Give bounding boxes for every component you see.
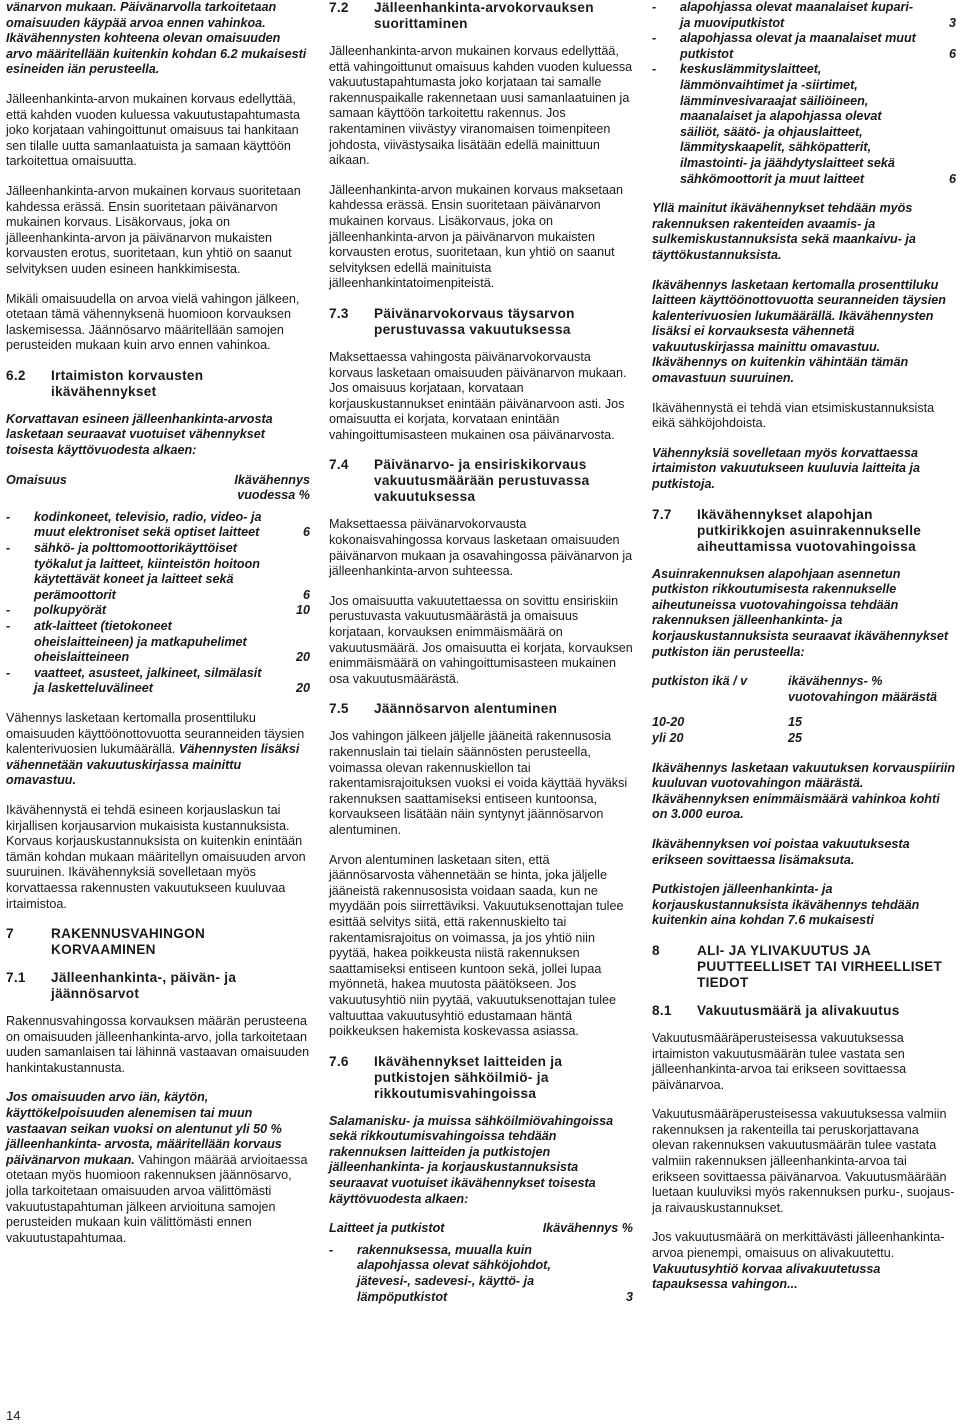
paragraph: Asuinrakennuksen alapohjaan asennetun putkiston rikkoutumisesta rakennukselle aiheutuneissa vuotovahingoissa tehdään rakennuksen jälleenhankinta- ja korjauskustannuksista seuraavat ikävähennykset putkiston iän perusteella: (652, 566, 949, 659)
section-title: Jälleenhankinta-, päivän- ja jäännösarvot (51, 970, 237, 1002)
column-left (6, 0, 310, 1260)
paragraph: Salamanisku- ja muissa sähköilmiövahingoissa sekä rikkoutumisvahingoissa tehdään rakennuksen laitteiden ja putkistojen jälleenhankinta- ja korjauskustannuksista seuraavat vuotuiset ikävähennykset toisesta käyttövuodesta alkaen: (329, 1113, 614, 1206)
table-header-percent: ikävähennys- % vuotovahingon määrästä (788, 674, 938, 704)
paragraph (6, 711, 310, 789)
paragraph: Jälleenhankinta-arvon mukainen korvaus edellyttää, että vahingoittunut omaisuus kahden vuoden kuluessa vakuutustapahtumasta joko korjataan tai samalle rakennuspaikalle rakennetaan uusi samanlaatuinen ja samaan käyttöön tarkoitettu rakennus. Jos rakentaminen viivästyy viranomaisen toimenpiteen johdosta, viivästysaika lisätään edellä mainittuun aikaan. (329, 44, 633, 168)
paragraph: Mikäli omaisuudella on arvoa vielä vahingon jälkeen, otetaan tämä vähennyksenä huomioon korvauksen laskemisessa. Jäännösarvo määritellään samojen perusteiden mukaan kuin arvo ennen vahinkoa. (6, 291, 300, 353)
table-header (652, 674, 956, 705)
table-row (6, 541, 310, 603)
paragraph: Jälleenhankinta-arvon mukainen korvaus edellyttää, että kahden vuoden kuluessa vakuutustapahtumasta joko korjataan vahingoittunut omaisuus tai hankitaan sen tilalle uutta samanlaatuista ja samaan käyttöön tarkoitettua omaisuutta. (6, 91, 301, 169)
table-header-left: Laitteet ja putkistot (329, 1221, 445, 1236)
section-number: 7.4 (329, 457, 349, 473)
paragraph: Ikävähennys lasketaan vakuutuksen korvauspiiriin kuuluvan vuotovahingon määrästä. Ikävähennyksen enimmäismäärä vahinkoa kohti on 3.000 euroa. (652, 760, 956, 822)
table-row (329, 1243, 633, 1305)
bullet: - (6, 509, 11, 524)
table-header (329, 1221, 633, 1237)
section-title: Vakuutusmäärä ja alivakuutus (697, 1002, 900, 1018)
paragraph: Arvon alentuminen lasketaan siten, että jäännösarvosta vähennetään se hinta, joka jäljelle jääneistä rakennusosista voidaan saada, kun ne myydään pois siirrettäviksi. Vakuutuksenottajan tulee esittää selvitys siitä, että rakennuskielto tai rakentamisrajoitus on voimassa, ja jos yhtiö niin pyytää, hakea poikkeusta niistä rakennuksen saattamiseksi entiseen kuntoon sekä, jollei lupaa myönnetä, hakea muutosta päätökseen. Jos vakuutusyhtiö niin pyytää, vakuutuksenottajan tulee valtuuttaa vakuutusyhtiö edustamaan häntä poikkeuksen hakemista koskevassa asiassa. (329, 852, 624, 1039)
paragraph-text: Vahingon määrää arvioitaessa otetaan myös huomioon rakennuksen jäännösarvo, jolla tarkoitetaan omaisuuden arvoa välittömästi vakuutustapahtuman jälkeen arvioituna samojen perusteiden mukaan kuin välittömästi ennen vakuutustapahtumaa. (6, 1152, 308, 1245)
row-text: atk-laitteet (tietokoneet oheislaitteineen) ja matkapuhelimet oheislaitteineen (34, 619, 247, 665)
paragraph: Putkistojen jälleenhankinta- ja korjauskustannuksista ikävähennys tehdään kuitenkin aina kohdan 7.6 mukaisesti (652, 882, 920, 928)
row-value: 3 (625, 1289, 633, 1304)
row-value: 20 (295, 650, 310, 665)
column-right (652, 0, 956, 1307)
section-number: 7.2 (329, 0, 349, 15)
pipe-depreciation-table (329, 1221, 633, 1305)
paragraph: Ikävähennystä ei tehdä esineen korjauslaskun tai kirjallisen korjausarvion mukaisista kustannuksista. Korvaus korjauskustannuksista on kuitenkin enintään tämän kohdan mukaan määritellyn omaisuuden arvon suuruinen. Ikävähennyksiä sovelletaan myös korvattaessa rakennusten vakuutukseen kuuluvaa irtaimistoa. (6, 802, 306, 911)
paragraph: Jälleenhankinta-arvon mukainen korvaus suoritetaan kahdessa erässä. Ensin suoritetaan päivänarvon mukainen korvaus. Lisäkorvaus, joka on jälleenhankinta-arvon ja päivänarvon mukaisten korvausten erotus, suoritetaan, kun yhtiö on saanut selvityksen uuden esineen hankkimisesta. (6, 183, 301, 276)
table-row (6, 666, 310, 697)
paragraph: Maksettaessa vahingosta päivänarvokorvausta korvaus lasketaan omaisuuden päivänarvon mukaan. Jos omaisuus korjataan, korvataan korjauskustannukset enintään päivänarvoon asti. Jos omaisuutta ei korjata, korvataan enintään vahingoittumisasteen mukainen osa päivänarvosta. (329, 349, 627, 442)
paragraph: Jos vahingon jälkeen jäljelle jääneitä rakennusosia rakennuslain tai tielain säännösten perusteella, voimassa olevan rakennuskiellon tai rakentamisrajoituksen vuoksi ei voida käyttää hyväksi rakennuksen saattamiseksi entiseen kuntoonsa, korvaukseen lisätään näin syntynyt jäännösarvon alentuminen. (329, 729, 628, 837)
section-number: 6.2 (6, 367, 26, 383)
paragraph: Vakuutusmääräperusteisessa vakuutuksessa irtaimiston vakuutusmäärän tulee vastata sen jälleenhankinta-arvoa tai erikseen sovittaessa päivänarvoa. (652, 1030, 907, 1092)
section-title: Ikävähennykset alapohjan putkirikkojen asuinrakennukselle aiheuttamissa vuotovahingoissa (697, 506, 922, 554)
row-percent: 25 (788, 730, 803, 745)
section-heading-7-2 (329, 0, 633, 32)
paragraph: Ikävähennys lasketaan kertomalla prosenttiluku laitteen käyttöönottovuotta seuranneiden täysien kalenterivuosien lukumäärällä. Ikävähennysten lisäksi ei korvauksesta vähennetä vakuutuskirjassa mainittu omavastuu. Ikävähennys on kuitenkin vähintään tämän omavastuun suuruinen. (652, 277, 946, 386)
section-number: 8.1 (652, 1002, 672, 1018)
table-row (652, 715, 956, 731)
table-row (6, 510, 310, 541)
section-number: 7.5 (329, 701, 349, 717)
row-value: 20 (295, 681, 310, 696)
table-header-right: Ikävähennys % (542, 1221, 633, 1236)
paragraph: Jos omaisuutta vakuutettaessa on sovittu ensiriskiin perustuvasta vakuutusmäärästä ja omaisuus korjataan, korvauksen enimmäismäärä on vakuutusmäärä. Jos omaisuutta ei korjata, korvauksen enimmäismäärä on vahingoittumisasteen mukainen osa vakuutusmäärästä. (329, 593, 633, 686)
section-heading-7-5 (329, 701, 633, 717)
row-text: vaatteet, asusteet, jalkineet, silmälasit ja lasketteluvälineet (34, 665, 262, 696)
paragraph: Vakuutusmääräperusteisessa vakuutuksessa valmiin rakennuksen ja rakenteilla tai peruskorjattavana olevan rakennuksen vakuutusmäärän tulee vastata valmiin rakennuksen jälleenhankinta-arvoa tai erikseen sovittaessa päivänarvoa. Vakuutusmäärään luetaan kuuluviksi myös rakennuksen purku-, suojaus- ja raivauskustannukset. (652, 1107, 955, 1215)
row-text: sähkö- ja polttomoottorikäyttöiset työkalut ja laitteet, kiinteistön hoitoon käytettävät koneet ja laitteet sekä perämoottorit (34, 541, 261, 602)
section-number: 7.1 (6, 970, 26, 986)
section-heading-7-1 (6, 970, 310, 1002)
section-title: Jäännösarvon alentuminen (374, 701, 558, 717)
row-value: 6 (302, 587, 310, 602)
section-number: 8 (652, 942, 660, 958)
paragraph-emphasis: Jos omaisuuden arvo iän, käytön, käyttökelpoisuuden alenemisen tai muun vastaavan seikan vuoksi on alentunut yli 50 % jälleenhankinta- arvosta, määritellään korvaus päivänarvon mukaan. (6, 1090, 282, 1167)
row-value: 3 (948, 15, 956, 30)
row-age: yli 20 (652, 730, 684, 745)
bullet: - (6, 603, 11, 618)
section-heading-7-4 (329, 457, 633, 505)
paragraph-emphasis: Vakuutusyhtiö korvaa alivakuutetussa tapauksessa vahingon... (652, 1261, 881, 1292)
page-number: 14 (6, 1408, 21, 1423)
paragraph-emphasis: Vähennysten lisäksi vähennetään vakuutuskirjassa mainittu omavastuu. (6, 742, 300, 788)
table-header-age: putkiston ikä / v (652, 674, 748, 689)
row-text: alapohjassa olevat ja maanalaiset muut putkistot (680, 31, 916, 61)
section-title: ALI- JA YLIVAKUUTUS JA PUUTTEELLISET TAI VIRHEELLISET TIEDOT (697, 942, 943, 990)
section-heading-7 (6, 926, 310, 958)
table-row (652, 31, 956, 62)
bullet: - (329, 1242, 334, 1257)
paragraph: Maksettaessa päivänarvokorvausta kokonaisvahingossa korvaus lasketaan omaisuuden päivänarvon mukaan ja osavahingossa päivänarvon ja jälleenhankinta-arvon suhteessa. (329, 517, 633, 579)
bullet: - (652, 0, 657, 14)
section-title: RAKENNUSVAHINGON KORVAAMINEN (51, 926, 206, 958)
table-row (652, 0, 956, 31)
paragraph: Rakennusvahingossa korvauksen määrän perusteena on omaisuuden jälleenhankinta-arvo, jolla tarkoitetaan uuden samanlaisen tai lähinnä vastaavan omaisuuden hankintakustannusta. (6, 1014, 310, 1075)
section-heading-7-6 (329, 1054, 633, 1102)
paragraph: Jälleenhankinta-arvon mukainen korvaus maksetaan kahdessa erässä. Ensin suoritetaan päivänarvon mukainen korvaus. Lisäkorvaus, joka on jälleenhankinta-arvon ja päivänarvon mukaisten korvausten erotus, suoritetaan, kun yhtiö on saanut selvityksen edellä mainituista jälleenhankintatoimenpiteistä. (329, 182, 624, 291)
paragraph: Vähennyksiä sovelletaan myös korvattaessa irtaimiston vakuutukseen kuuluvia laitteita ja putkistoja. (652, 445, 921, 492)
row-value: 10 (295, 603, 310, 618)
row-value: 6 (948, 171, 956, 186)
row-text: polkupyörät (34, 603, 107, 618)
paragraph-text: Vähennys lasketaan kertomalla prosenttiluku omaisuuden käyttöönottovuotta seuranneiden täysien kalenterivuosien lukumäärällä. (6, 710, 305, 757)
section-heading-7-3 (329, 306, 633, 338)
section-number: 7.3 (329, 305, 349, 321)
section-number: 7 (6, 926, 14, 942)
pipe-depreciation-table-continued (652, 0, 956, 187)
bullet: - (6, 665, 11, 680)
bullet: - (652, 31, 657, 46)
row-text: alapohjassa olevat maanalaiset kupari- ja muoviputkistot (680, 0, 914, 30)
bullet: - (6, 619, 11, 633)
section-title: Irtaimiston korvausten ikävähennykset (51, 367, 204, 399)
section-heading-8-1 (652, 1003, 956, 1019)
bullet: - (6, 541, 11, 556)
row-age: 10-20 (652, 715, 685, 730)
row-percent: 15 (788, 715, 803, 730)
paragraph-text: Jos vakuutusmäärä on merkittävästi jälleenhankinta-arvoa pienempi, omaisuus on alivakuutettu. (652, 1230, 945, 1261)
bullet: - (652, 62, 657, 77)
section-heading-8 (652, 943, 956, 991)
row-text: rakennuksessa, muualla kuin alapohjassa olevat sähköjohdot, jätevesi-, sadevesi-, käyttö- ja lämpöputkistot (357, 1242, 551, 1304)
table-header (6, 473, 310, 504)
table-row (6, 603, 310, 619)
table-row (6, 619, 310, 666)
row-text: keskuslämmityslaitteet, lämmönvaihtimet ja -siirtimet, lämminvesivaraajat säiliöineen, maanalaiset ja alapohjassa olevat säiliöt, säätö- ja ohjauslaitteet, lämmityskaapelit, sähköpatterit, ilmastointi- ja jäähdytyslaitteet sekä sähkömoottorit ja muut laitteet (680, 62, 895, 186)
table-header-left: Omaisuus (6, 472, 67, 487)
section-title: Ikävähennykset laitteiden ja putkistojen sähköilmiö- ja rikkoutumisvahingoissa (374, 1053, 563, 1101)
section-title: Päivänarvo- ja ensiriskikorvaus vakuutusmäärään perustuvassa vakuutuksessa (374, 457, 590, 505)
row-value: 6 (948, 46, 956, 61)
paragraph: Yllä mainitut ikävähennykset tehdään myös rakennuksen rakenteiden avaamis- ja sulkemiskustannuksista sekä maankaivu- ja täyttökustannuksista. (652, 201, 916, 262)
section-title: Päivänarvokorvaus täysarvon perustuvassa vakuutuksessa (374, 305, 575, 337)
table-row (652, 731, 956, 747)
age-percentage-table (652, 674, 956, 746)
table-row (652, 62, 956, 187)
paragraph (6, 1090, 310, 1246)
paragraph (652, 1230, 956, 1292)
section-heading-6-2 (6, 368, 310, 400)
row-text: kodinkoneet, televisio, radio, video- ja muut elektroniset sekä optiset laitteet (34, 509, 262, 540)
depreciation-table (6, 473, 310, 697)
row-value: 6 (302, 525, 310, 540)
section-number: 7.6 (329, 1053, 349, 1069)
section-heading-7-7 (652, 507, 956, 555)
paragraph: Korvattavan esineen jälleenhankinta-arvosta lasketaan seuraavat vuotuiset vähennykset toisesta käyttövuodesta alkaen: (6, 411, 273, 458)
section-title: Jälleenhankinta-arvokorvauksen suorittaminen (374, 0, 594, 31)
table-header-right: Ikävähennys vuodessa % (234, 472, 310, 503)
paragraph: Ikävähennyksen voi poistaa vakuutuksesta erikseen sovittaessa lisämaksuta. (652, 836, 910, 867)
section-number: 7.7 (652, 506, 672, 522)
column-middle (329, 0, 633, 1319)
intro-paragraph: vänarvon mukaan. Päivänarvolla tarkoitetaan omaisuuden käypää arvoa ennen vahinkoa. Ikävähennysten kohteena olevan omaisuuden arvo määritellään kuitenkin kohdan 6.2 mukaisesti esineiden iän perusteella. (6, 0, 307, 77)
paragraph: Ikävähennystä ei tehdä vian etsimiskustannuksista eikä sähköjohdoista. (652, 400, 935, 431)
